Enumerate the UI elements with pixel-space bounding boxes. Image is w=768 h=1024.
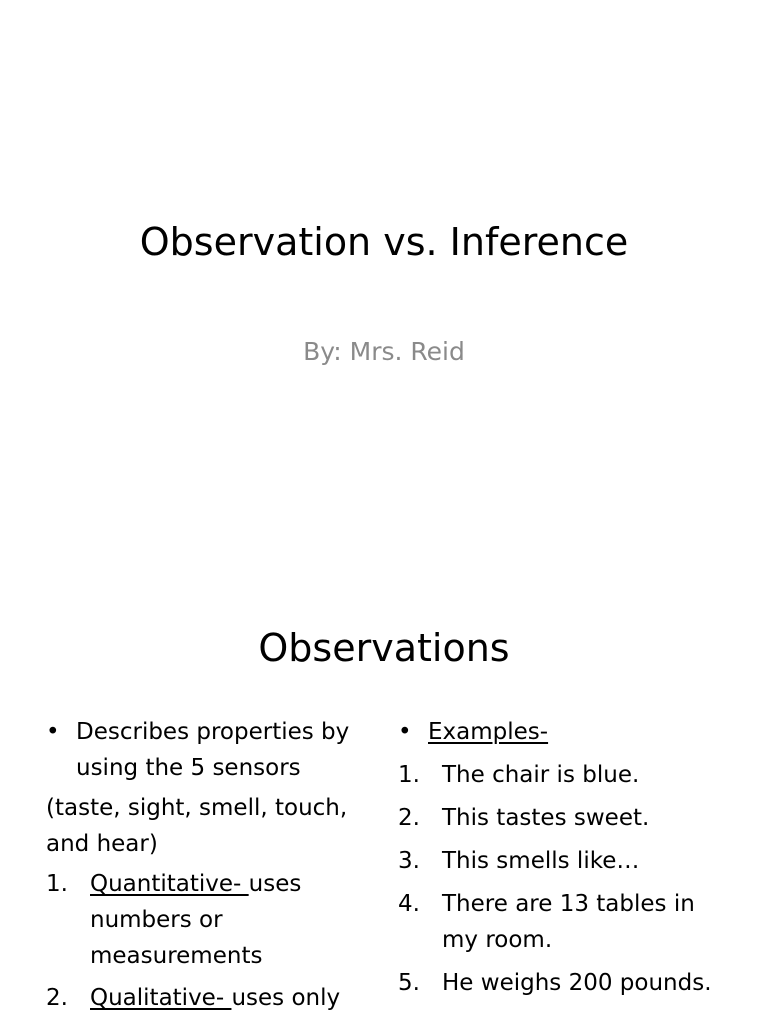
list-item: [398, 843, 738, 879]
list-number: 3.: [398, 848, 420, 874]
slide-title: Observations: [258, 626, 510, 670]
bullet-item: [46, 714, 372, 786]
note-text: (taste, sight, smell, touch, and hear): [46, 795, 348, 857]
bullet-text: Examples-: [428, 719, 549, 745]
list-item: [398, 965, 738, 1001]
list-text: There are 13 tables in my room.: [442, 891, 695, 953]
list-number: 5.: [398, 970, 420, 996]
observations-slide: [0, 576, 768, 1024]
list-item: [398, 800, 738, 836]
list-number: 2.: [398, 805, 420, 831]
list-item: [398, 757, 738, 793]
bullet-text: Describes properties by using the 5 sensors: [76, 719, 350, 781]
list-text: The chair is blue.: [442, 762, 640, 788]
list-text: This smells like…: [442, 848, 640, 874]
list-term: Qualitative-: [90, 985, 232, 1011]
slide-subtitle: By: Mrs. Reid: [303, 337, 465, 366]
right-column: [398, 714, 738, 1001]
bullet-item: [398, 714, 738, 750]
left-column: [46, 714, 372, 1016]
list-item: [46, 866, 372, 974]
list-number: 2.: [46, 985, 68, 1011]
bullet-icon: •: [46, 719, 60, 745]
list-number: 1.: [398, 762, 420, 788]
list-number: 4.: [398, 891, 420, 917]
list-number: 1.: [46, 871, 68, 897]
list-text: This tastes sweet.: [442, 805, 650, 831]
bullet-icon: •: [398, 719, 412, 745]
slide-title: Observation vs. Inference: [139, 220, 629, 264]
list-text: He weighs 200 pounds.: [442, 970, 712, 996]
list-item: [398, 886, 738, 958]
list-item: [46, 980, 372, 1016]
list-text: uses numbers or measurements: [90, 871, 302, 969]
list-text: uses only: [231, 985, 341, 1011]
list-term: Quantitative-: [90, 871, 249, 897]
